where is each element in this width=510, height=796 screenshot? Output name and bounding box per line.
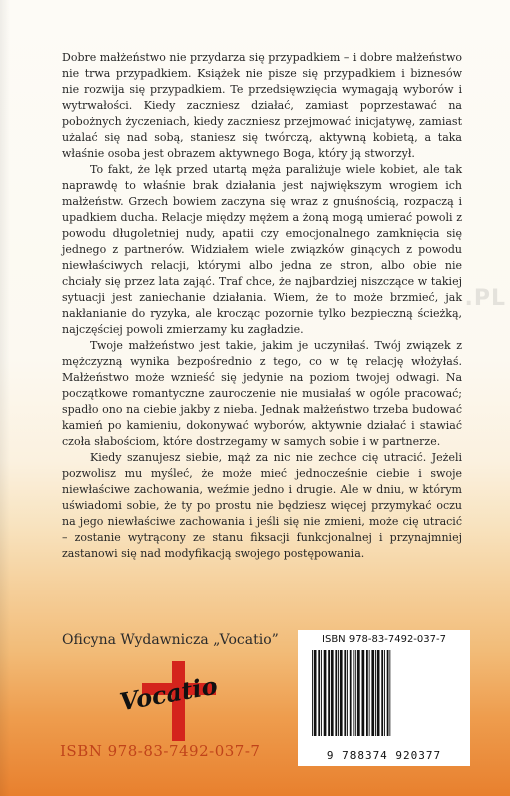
- spine-shadow: [0, 0, 10, 796]
- barcode-bar: [350, 650, 352, 736]
- barcode-bar: [375, 650, 376, 736]
- barcode-bar: [344, 650, 346, 736]
- vocatio-logo: [112, 655, 222, 745]
- barcode-bar: [321, 650, 322, 736]
- blurb-paragraph-2: To fakt, że lęk przed utartą męża paraliżuje wiele kobiet, ale tak naprawdę to właśnie brak działania jest największym wrogiem ich małżeństw. Grzech bowiem zaczyna się wraz z gnuśnością, rozpaczą i upadkiem ducha. Relacje między mężem a żoną mogą umierać powoli z powodu długoletniej nudy, apatii czy emocjonalnego zamknięcia się jednego z partnerów. Widziałem wiele związków ginących z powodu niewłaściwych relacji, którymi albo jedna ze stron, albo obie nie chciały się przez lata zająć. Traf chce, że najbardziej niszczące w takiej sytuacji jest zaniechanie działania. Wiem, że to może brzmieć, jak nakłanianie do ryzyka, ale krocząc pozornie tylko bezpieczną ścieżką, najczęściej powoli zmierzamy ku zagładzie.: [62, 163, 462, 336]
- barcode-bar: [366, 650, 368, 736]
- barcode-isbn-label: ISBN 978-83-7492-037-7: [322, 634, 446, 645]
- barcode-bar: [324, 650, 327, 736]
- barcode-bar: [357, 650, 360, 736]
- barcode-bar: [369, 650, 370, 736]
- barcode-bar: [347, 650, 348, 736]
- barcode-bar: [312, 650, 313, 736]
- barcode-bar: [381, 650, 383, 736]
- barcode-bar: [387, 650, 389, 736]
- barcode-bar: [335, 650, 337, 736]
- blurb-paragraph-3: Twoje małżeństwo jest takie, jakim je uczyniłaś. Twój związek z mężczyzną wynika bezpośrednio z tego, co w tę relację włożyłaś. Małżeństwo może wznieść się jedynie na poziom twojej odwagi. Na początkowe romantyczne zauroczenie nie musiałaś w ogóle pracować; spadło ono na ciebie jakby z nieba. Jednak małżeństwo trzeba budować kamień po kamieniu, dokonywać wyborów, aktywnie działać i stawiać czoła słabościom, które dostrzegamy w samych sobie i w partnerze.: [62, 339, 462, 448]
- barcode-digits: 9 788374 920377: [326, 749, 442, 762]
- barcode-bar: [338, 650, 339, 736]
- barcode-bars: [310, 650, 458, 740]
- barcode-bar: [340, 650, 343, 736]
- barcode-bar: [318, 650, 320, 736]
- barcode-bar: [331, 650, 334, 736]
- barcode-bar: [362, 650, 365, 736]
- logo-wordmark: Vocatio: [117, 670, 220, 717]
- blurb-text: [62, 50, 462, 562]
- barcode-panel: [298, 630, 470, 766]
- barcode-bar: [371, 650, 374, 736]
- isbn-number: ISBN 978-83-7492-037-7: [60, 742, 261, 760]
- barcode-bar: [389, 650, 390, 736]
- barcode-bar: [377, 650, 380, 736]
- watermark: .PL: [464, 286, 506, 311]
- barcode-bar: [355, 650, 356, 736]
- blurb-paragraph-4: Kiedy szanujesz siebie, mąż za nic nie zechce cię utracić. Jeżeli pozwolisz mu myśleć, że może mieć jednocześnie ciebie i swoje niewłaściwe zachowania, weźmie jedno i drugie. Ale w dniu, w którym uświadomi sobie, że ty po prostu nie będziesz więcej przymykać oczu na jego niewłaściwe zachowania i jeśli się nie zmieni, może cię utracić – zostanie wytrącony ze stanu fiksacji funkcjonalnej i przynajmniej zastanowi się nad modyfikacją swojego postępowania.: [62, 451, 462, 560]
- barcode-bar: [353, 650, 354, 736]
- blurb-paragraph-1: Dobre małżeństwo nie przydarza się przypadkiem – i dobre małżeństwo nie trwa przypadkiem. Książek nie pisze się przypadkiem i biznesów nie rozwija się przypadkiem. Te przedsięwzięcia wymagają wyborów i wytrwałości. Kiedy zaczniesz działać, zamiast poprzestawać na pobożnych życzeniach, kiedy zaczniesz przejmować inicjatywę, zamiast użalać się nad sobą, staniesz się twórczą, aktywną kobietą, a taka właśnie osoba jest obrazem aktywnego Boga, który ją stworzył.: [62, 51, 462, 160]
- barcode-bar: [314, 650, 317, 736]
- barcode-bar: [384, 650, 385, 736]
- barcode-bar: [328, 650, 330, 736]
- publisher-name: Oficyna Wydawnicza „Vocatio”: [62, 632, 279, 648]
